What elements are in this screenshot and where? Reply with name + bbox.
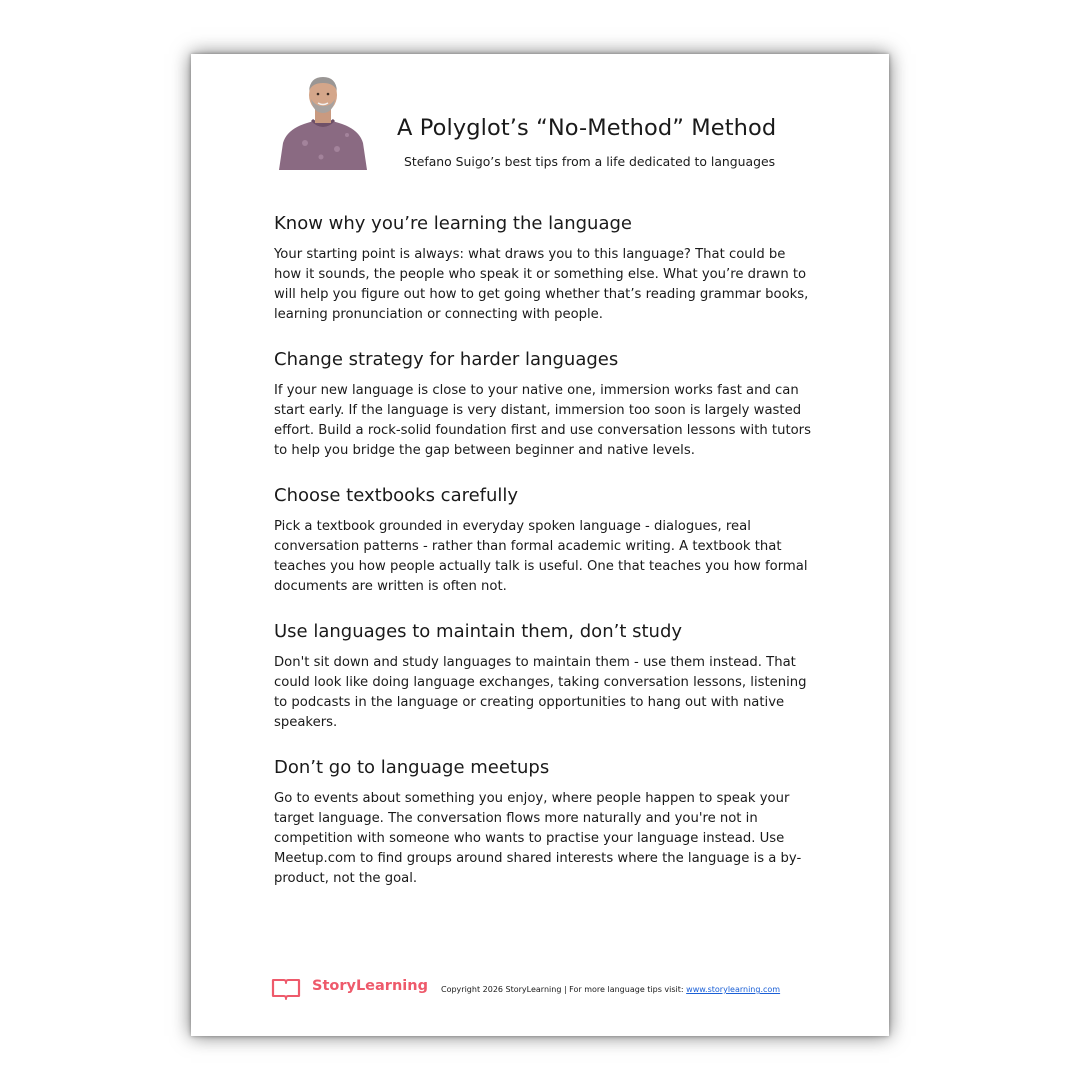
page-subtitle: Stefano Suigo’s best tips from a life dedicated to languages bbox=[404, 154, 776, 169]
tip-body: Pick a textbook grounded in everyday spoken language - dialogues, real conversation patterns - rather than formal academic writing. A textbook that teaches you how people actually talk is useful. One that teaches you how formal documents are written is often not. bbox=[274, 519, 808, 594]
page-footer bbox=[271, 976, 871, 1004]
page-title: A Polyglot’s “No-Method” Method bbox=[397, 115, 777, 141]
copyright-text bbox=[441, 985, 780, 994]
tip-section bbox=[274, 756, 814, 889]
tip-body: Go to events about something you enjoy, where people happen to speak your target language. The conversation flows more naturally and you're not in competition with someone who wants to practise your language instead. Use Meetup.com to find groups around shared interests where the language is a by-product, not the goal. bbox=[274, 791, 802, 886]
open-book-icon bbox=[271, 977, 301, 1001]
brand-name: StoryLearning bbox=[312, 978, 428, 994]
tips-content bbox=[274, 212, 814, 912]
tip-body: Don't sit down and study languages to maintain them - use them instead. That could look like doing language exchanges, taking conversation lessons, listening to podcasts in the language or creating opportunities to hang out with native speakers. bbox=[274, 655, 807, 730]
tip-section bbox=[274, 212, 814, 325]
tip-section bbox=[274, 484, 814, 597]
tip-heading: Don’t go to language meetups bbox=[274, 757, 550, 778]
tip-heading: Choose textbooks carefully bbox=[274, 485, 519, 506]
tip-body: Your starting point is always: what draws you to this language? That could be how it sounds, the people who speak it or something else. What you’re drawn to will help you figure out how to get going whether that’s reading grammar books, learning pronunciation or connecting with people. bbox=[274, 247, 809, 322]
tip-section bbox=[274, 348, 814, 461]
author-photo bbox=[277, 73, 369, 170]
person-photo-icon bbox=[277, 73, 369, 170]
tip-heading: Use languages to maintain them, don’t study bbox=[274, 621, 683, 642]
document-page bbox=[191, 54, 889, 1036]
copyright-label: Copyright 2026 StoryLearning | For more language tips visit: bbox=[441, 985, 687, 994]
tip-section bbox=[274, 620, 814, 733]
website-link[interactable]: www.storylearning.com bbox=[686, 985, 781, 994]
tip-heading: Change strategy for harder languages bbox=[274, 349, 619, 370]
tip-heading: Know why you’re learning the language bbox=[274, 213, 632, 234]
tip-body: If your new language is close to your native one, immersion works fast and can start early. If the language is very distant, immersion too soon is largely wasted effort. Build a rock-solid foundation first and use conversation lessons with tutors to help you bridge the gap between beginner and native levels. bbox=[274, 383, 811, 458]
